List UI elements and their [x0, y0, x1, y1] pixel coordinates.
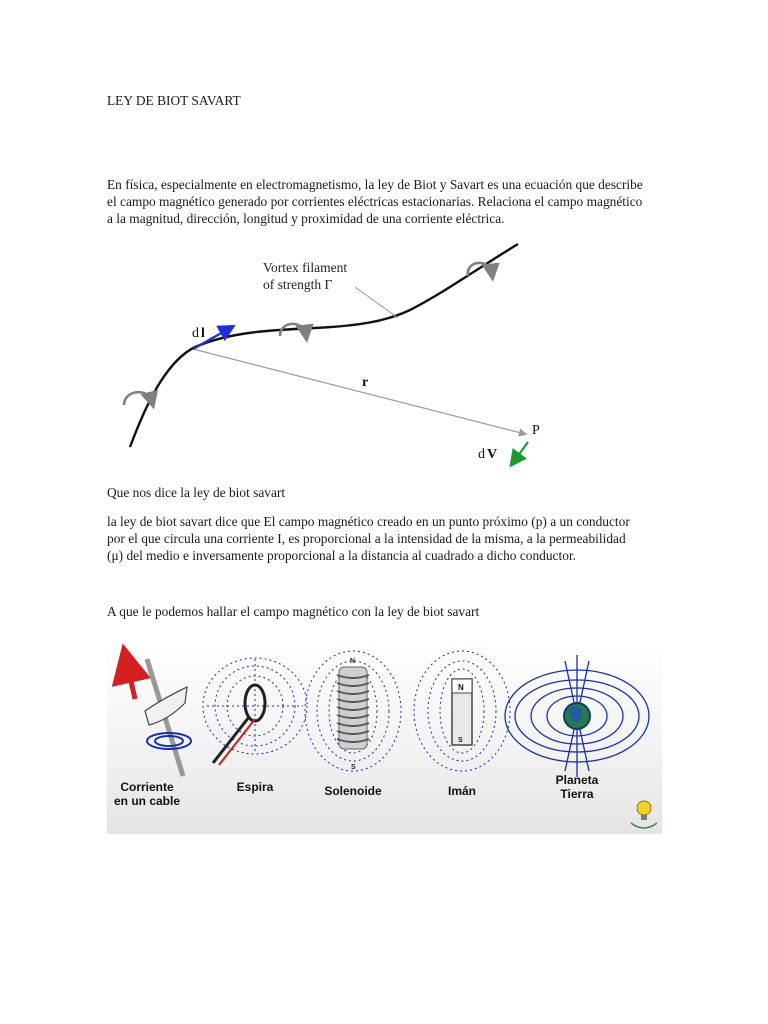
intro-line: el campo magnético generado por corrientes eléctricas estacionarias. Relaciona el campo magnético	[107, 194, 643, 209]
dl-label-d: d	[192, 326, 199, 341]
answer-line: (μ) del medio e inversamente proporcional a la distancia al cuadrado a dicho conductor.	[107, 548, 576, 563]
solenoid-s-label: S	[351, 764, 356, 771]
label-espira: Espira	[236, 780, 274, 794]
vortex-label-line1: Vortex filament	[263, 260, 348, 275]
label-planeta-line2: Tierra	[560, 787, 594, 801]
answer-line: por el que circula una corriente I, es proporcional a la intensidad de la misma, a la permeabilidad	[107, 531, 626, 546]
r-vector-line	[193, 349, 525, 434]
dl-label-l: l	[201, 326, 205, 341]
dv-arrow	[512, 442, 528, 464]
solenoid-n-label: N	[350, 658, 356, 665]
answer-paragraph	[107, 513, 630, 564]
r-label: r	[362, 375, 369, 390]
p-label: P	[532, 423, 540, 438]
magnetic-field-cases-figure	[107, 641, 662, 834]
answer-line: la ley de biot savart dice que El campo magnético creado en un punto próximo (p) a un conductor	[107, 514, 630, 529]
label-cable-line2: en un cable	[113, 794, 181, 808]
intro-line: En física, especialmente en electromagnetismo, la ley de Biot y Savart es una ecuación que describe	[107, 177, 643, 192]
vortex-filament-diagram	[100, 242, 570, 474]
intro-paragraph	[107, 176, 643, 227]
dv-label-v: V	[487, 447, 498, 462]
question-heading-2: A que le podemos hallar el campo magnético con la ley de biot savart	[107, 604, 480, 619]
dv-label-d: d	[478, 447, 485, 462]
vortex-label-leader	[355, 287, 398, 318]
question-heading-1: Que nos dice la ley de biot savart	[107, 485, 286, 500]
label-cable-line1: Corriente	[120, 780, 174, 794]
vortex-label-line2: of strength Γ	[263, 277, 333, 292]
document-title: LEY DE BIOT SAVART	[107, 93, 241, 108]
iman-s-label: S	[458, 737, 463, 744]
label-solenoide: Solenoide	[324, 784, 382, 798]
label-planeta-line1: Planeta	[555, 773, 599, 787]
intro-line: a la magnitud, dirección, longitud y proximidad de una corriente eléctrica.	[107, 211, 505, 226]
label-iman: Imán	[447, 784, 477, 798]
iman-n-label: N	[458, 683, 464, 692]
